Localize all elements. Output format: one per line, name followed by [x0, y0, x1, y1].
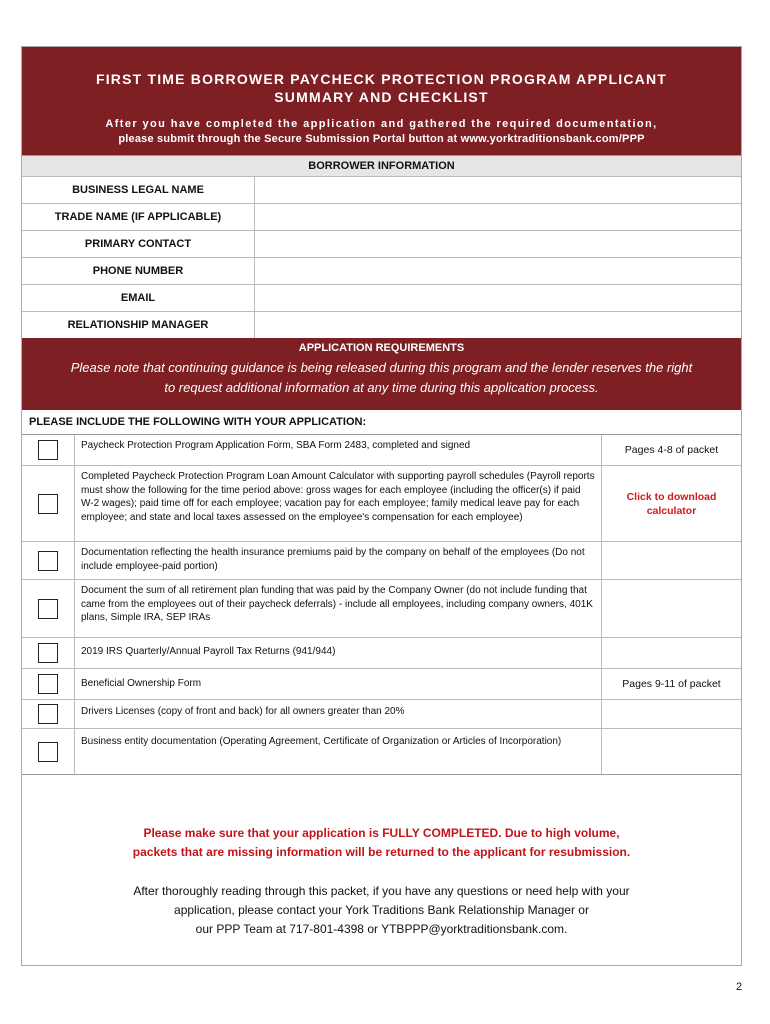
checklist-item-note	[601, 638, 741, 668]
checklist-item-note: Pages 9-11 of packet	[601, 669, 741, 699]
business-legal-name-label: BUSINESS LEGAL NAME	[72, 184, 204, 196]
checklist-item	[22, 699, 741, 728]
checklist-item-text: Documentation reflecting the health insurance premiums paid by the company on behalf of the employees (Do not include employee-paid portion)	[74, 542, 601, 579]
page-number: 2	[736, 981, 743, 993]
checkbox[interactable]	[38, 742, 58, 762]
form-title-line2: SUMMARY AND CHECKLIST	[274, 89, 489, 105]
completion-warning-line2: packets that are missing information will be returned to the applicant for resubmission.	[132, 845, 631, 859]
requirements-title: APPLICATION REQUIREMENTS	[298, 342, 465, 354]
checklist-item-text: Paycheck Protection Program Application Form, SBA Form 2483, completed and signed	[74, 435, 601, 465]
checklist-item-text: Drivers Licenses (copy of front and back) for all owners greater than 20%	[74, 700, 601, 728]
checklist-item	[22, 728, 741, 774]
checkbox[interactable]	[38, 599, 58, 619]
borrower-field-row	[22, 176, 741, 203]
checklist-item-note	[601, 700, 741, 728]
trade-name-label: TRADE NAME (IF APPLICABLE)	[54, 211, 222, 223]
requirements-note-line2: to request additional information at any time during this application process.	[164, 380, 599, 395]
primary-contact-label: PRIMARY CONTACT	[84, 238, 192, 250]
checklist-item-text: Business entity documentation (Operating Agreement, Certificate of Organization or Articles of Incorporation)	[74, 729, 601, 774]
checkbox[interactable]	[38, 551, 58, 571]
requirements-note-line1: Please note that continuing guidance is being released during this program and the lender reserves the right	[70, 360, 693, 375]
borrower-field-row	[22, 284, 741, 311]
contact-line3: our PPP Team at 717-801-4398 or YTBPPP@yorktraditionsbank.com.	[195, 922, 568, 936]
checkbox[interactable]	[38, 440, 58, 460]
checklist-item	[22, 465, 741, 541]
business-legal-name-field[interactable]	[254, 177, 741, 203]
checklist-item-text: Document the sum of all retirement plan funding that was paid by the Company Owner (do not include funding that came from the employees out of their paycheck deferrals) - include all employees, including company owners, 401K plans, Simple IRA, SEP IRAs	[74, 580, 601, 637]
checklist-item	[22, 435, 741, 465]
form-title-line1: FIRST TIME BORROWER PAYCHECK PROTECTION PROGRAM APPLICANT	[95, 71, 668, 87]
email-label: EMAIL	[120, 292, 156, 304]
primary-contact-field[interactable]	[254, 231, 741, 257]
completion-warning-line1: Please make sure that your application is FULLY COMPLETED. Due to high volume,	[143, 826, 620, 840]
checklist-item-text: Beneficial Ownership Form	[74, 669, 601, 699]
footer-notice	[22, 774, 741, 965]
checklist-item-text: Completed Paycheck Protection Program Loan Amount Calculator with supporting payroll schedules (Payroll reports must show the following for the time period above: gross wages for each employee (including the officer(s) if paid W-2 wages); paid time off for each employee; vacation pay for each employee; family medical leave pay for each employee; and state and local taxes assessed on the employee's compensation for each employee)	[74, 466, 601, 541]
checklist-item	[22, 579, 741, 637]
download-calculator-link[interactable]: Click to download calculator	[601, 466, 741, 541]
checkbox[interactable]	[38, 494, 58, 514]
checklist-item	[22, 668, 741, 699]
requirements-banner	[22, 338, 741, 410]
trade-name-field[interactable]	[254, 204, 741, 230]
phone-number-field[interactable]	[254, 258, 741, 284]
contact-line2: application, please contact your York Traditions Bank Relationship Manager or	[174, 903, 589, 917]
checkbox[interactable]	[38, 643, 58, 663]
checklist-form	[21, 46, 742, 966]
relationship-manager-label: RELATIONSHIP MANAGER	[67, 319, 209, 331]
checklist-item	[22, 541, 741, 579]
checklist-item-note	[601, 542, 741, 579]
borrower-field-row	[22, 230, 741, 257]
phone-number-label: PHONE NUMBER	[92, 265, 184, 277]
relationship-manager-field[interactable]	[254, 312, 741, 338]
checkbox[interactable]	[38, 674, 58, 694]
checklist-item-note: Pages 4-8 of packet	[601, 435, 741, 465]
checklist-item-note	[601, 580, 741, 637]
form-header	[22, 47, 741, 155]
borrower-section-title: BORROWER INFORMATION	[22, 155, 741, 176]
contact-line1: After thoroughly reading through this packet, if you have any questions or need help with your	[133, 884, 630, 898]
include-heading: PLEASE INCLUDE THE FOLLOWING WITH YOUR APPLICATION:	[22, 410, 741, 435]
borrower-field-row	[22, 257, 741, 284]
borrower-field-row	[22, 311, 741, 338]
form-subtitle-line1: After you have completed the application and gathered the required documentation,	[105, 118, 658, 130]
form-subtitle-line2: please submit through the Secure Submission Portal button at www.yorktraditionsbank.com/PPP	[118, 133, 645, 145]
checklist	[22, 435, 741, 774]
checklist-item-text: 2019 IRS Quarterly/Annual Payroll Tax Returns (941/944)	[74, 638, 601, 668]
email-field[interactable]	[254, 285, 741, 311]
checklist-item	[22, 637, 741, 668]
checklist-item-note	[601, 729, 741, 774]
checkbox[interactable]	[38, 704, 58, 724]
borrower-field-row	[22, 203, 741, 230]
